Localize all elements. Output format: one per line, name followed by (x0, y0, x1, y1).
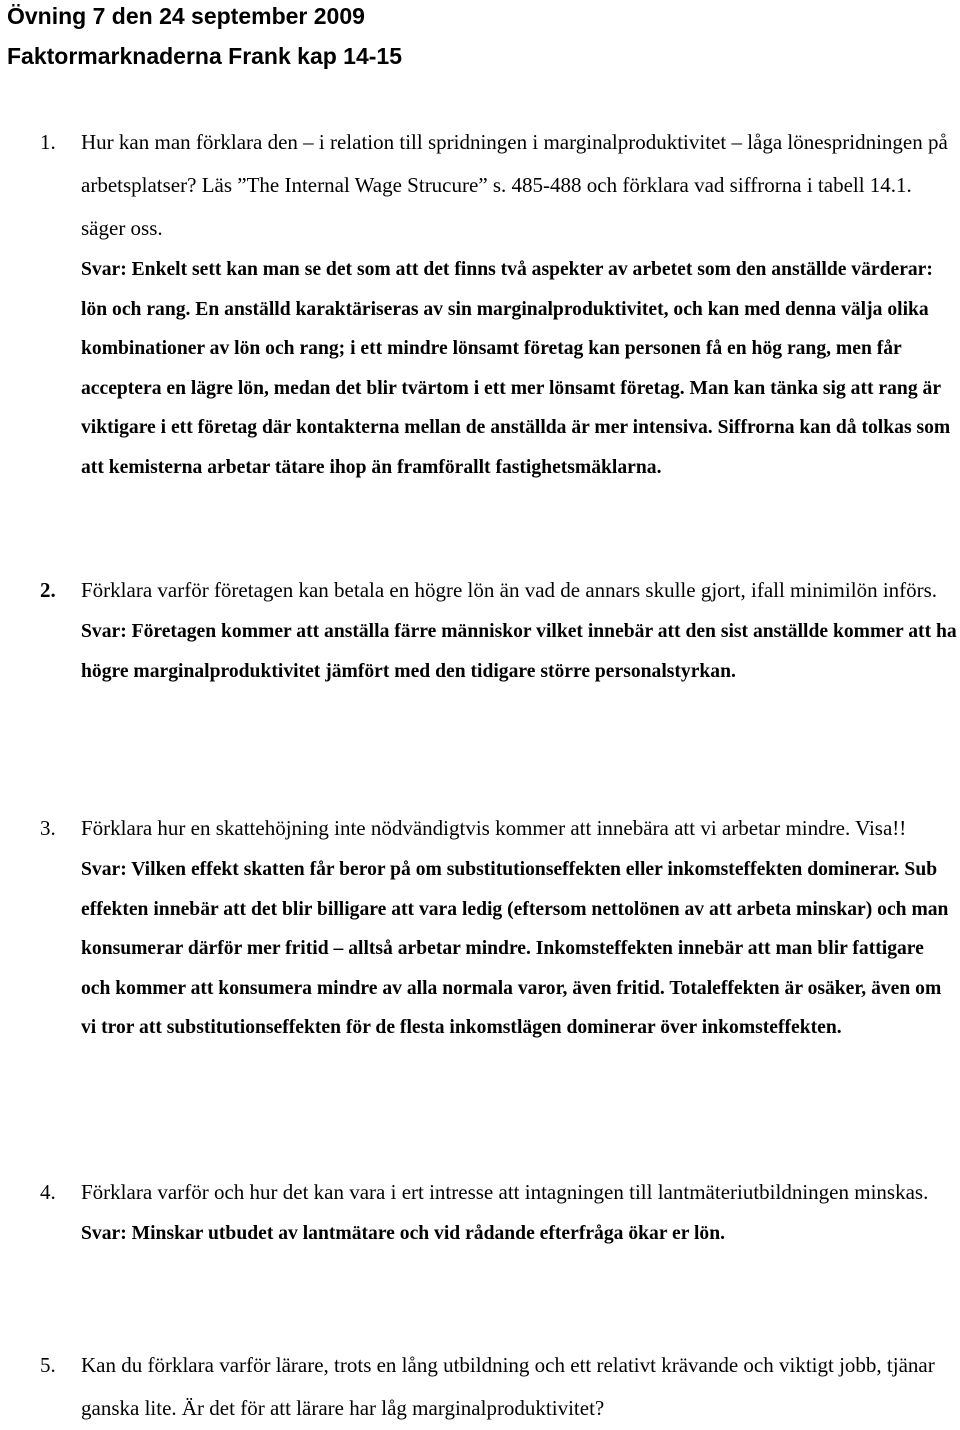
page-subtitle: Faktormarknaderna Frank kap 14-15 (7, 43, 403, 69)
question-item-5 (40, 1344, 958, 1430)
answer-text: Svar: Minskar utbudet av lantmätare och vid rådande efterfråga ökar er lön. (81, 1223, 726, 1244)
question-number: 3. (40, 816, 56, 840)
question-number: 1. (40, 130, 56, 154)
page-title: Övning 7 den 24 september 2009 (7, 3, 365, 29)
answer-text: Svar: Vilken effekt skatten får beror på om substitutionseffekten eller inkomsteffekten dominerar. Sub effekten innebär att det blir billigare att vara ledig (eftersom nettolönen av att arbeta minskar) och man konsumerar därför mer fritid – alltså arbetar mindre. Inkomsteffekten innebär att man blir fattigare och kommer att konsumera mindre av alla normala varor, även fritid. Totaleffekten är osäker, även om vi tror att substitutionseffekten för de flesta inkomstlägen dominerar över inkomsteffekten. (81, 859, 949, 1038)
question-text: Förklara varför företagen kan betala en högre lön än vad de annars skulle gjort, ifall minimilön införs. (81, 578, 938, 602)
question-item-2 (40, 569, 958, 691)
question-number: 4. (40, 1180, 56, 1204)
question-text: Förklara hur en skattehöjning inte nödvändigtvis kommer att innebära att vi arbetar mindre. Visa!! (81, 816, 907, 840)
question-item-3 (40, 807, 958, 1048)
answer-text: Svar: Enkelt sett kan man se det som att det finns två aspekter av arbetet som den anställde värderar: lön och rang. En anställd karaktäriseras av sin marginalproduktivitet, och kan med denna välja olika kombinationer av lön och rang; i ett mindre lönsamt företag kan personen få en hög rang, men får acceptera en lägre lön, medan det blir tvärtom i ett mer lönsamt företag. Man kan tänka sig att rang är viktigare i ett företag där kontakterna mellan de anställda är mer intensiva. Siffrorna kan då tolkas som att kemisterna arbetar tätare ihop än framförallt fastighetsmäklarna. (81, 259, 951, 478)
answer-text: Svar: Företagen kommer att anställa färre människor vilket innebär att den sist anställde kommer att ha högre marginalproduktivitet jämfört med den tidigare större personalstyrkan. (81, 621, 957, 682)
question-text: Kan du förklara varför lärare, trots en lång utbildning och ett relativt krävande och viktigt jobb, tjänar ganska lite. Är det för att lärare har låg marginalproduktivitet? (81, 1353, 935, 1420)
question-item-4 (40, 1171, 958, 1254)
question-item-1 (40, 121, 958, 487)
question-number: 2. (40, 578, 56, 602)
question-text: Förklara varför och hur det kan vara i ert intresse att intagningen till lantmäteriutbildningen minskas. (81, 1180, 929, 1204)
question-text: Hur kan man förklara den – i relation till spridningen i marginalproduktivitet – låga lönespridningen på arbetsplatser? Läs ”The Internal Wage Strucure” s. 485-488 och förklara vad siffrorna i tabell 14.1. säger oss. (81, 130, 948, 240)
question-number: 5. (40, 1353, 56, 1377)
